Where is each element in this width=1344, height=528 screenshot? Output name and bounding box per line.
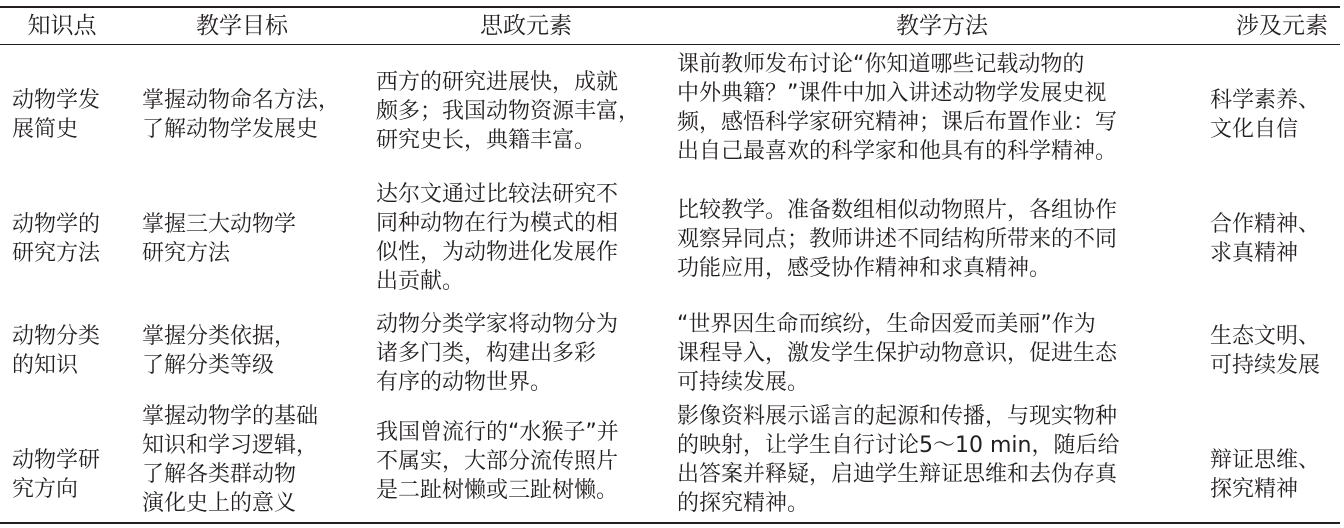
- ideology-cell: 西方的研究进展快，成就 颇多；我国动物资源丰富， 研究史长，典籍丰富。: [376, 70, 641, 153]
- method-cell: 影像资料展示谣言的起源和传播，与现实物种 的映射，让学生自行讨论5～10 min，随后给 出答案并释疑，启迪学生辩证思维和去伪存真 的探究精神。: [677, 404, 1120, 516]
- header-knowledge: 知识点: [27, 13, 97, 39]
- ideology-cell: 动物分类学家将动物分为 诸多门类，构建出多彩 有序的动物世界。: [376, 312, 619, 395]
- header-goal: 教学目标: [196, 13, 288, 39]
- goal-cell: 掌握分类依据， 了解分类等级: [142, 324, 297, 378]
- method-cell: “世界因生命而缤纷，生命因爱而美丽”作为 课程导入，激发学生保护动物意识，促进生态 可持续发展。: [677, 312, 1118, 395]
- method-cell: 课前教师发布讨论“你知道哪些记载动物的 中外典籍？”课件中加入讲述动物学发展史视 频，感悟科学家研究精神；课后布置作业：写 出自己最喜欢的科学家和他具有的科学精神。: [677, 52, 1118, 164]
- elements-cell: 生态文明、 可持续发展: [1210, 324, 1321, 378]
- goal-cell: 掌握动物命名方法， 了解动物学发展史: [142, 88, 341, 142]
- header-rule: [0, 44, 1340, 45]
- knowledge-cell: 动物学发 展简史: [12, 88, 101, 142]
- elements-cell: 辩证思维、 探究精神: [1210, 448, 1321, 502]
- goal-cell: 掌握动物学的基础 知识和学习逻辑， 了解各类群动物 演化史上的意义: [142, 404, 319, 516]
- knowledge-cell: 动物学研 究方向: [12, 448, 101, 502]
- ideology-cell: 达尔文通过比较法研究不 同种动物在行为模式的相 似性，为动物进化发展作 出贡献。: [376, 182, 619, 294]
- elements-cell: 合作精神、 求真精神: [1210, 212, 1321, 266]
- knowledge-cell: 动物学的 研究方法: [12, 212, 101, 266]
- goal-cell: 掌握三大动物学 研究方法: [142, 212, 297, 266]
- method-cell: 比较教学。准备数组相似动物照片，各组协作 观察异同点；教师讲述不同结构所带来的不同 功能应用，感受协作精神和求真精神。: [677, 198, 1118, 281]
- elements-cell: 科学素养、 文化自信: [1210, 88, 1321, 142]
- bottom-rule: [0, 522, 1340, 524]
- knowledge-cell: 动物分类 的知识: [12, 324, 101, 378]
- header-method: 教学方法: [896, 13, 988, 39]
- header-ideology: 思政元素: [480, 13, 572, 39]
- ideology-cell: 我国曾流行的“水猴子”并 不属实，大部分流传照片 是二趾树懒或三趾树懒。: [376, 420, 619, 503]
- header-elements: 涉及元素: [1236, 13, 1328, 39]
